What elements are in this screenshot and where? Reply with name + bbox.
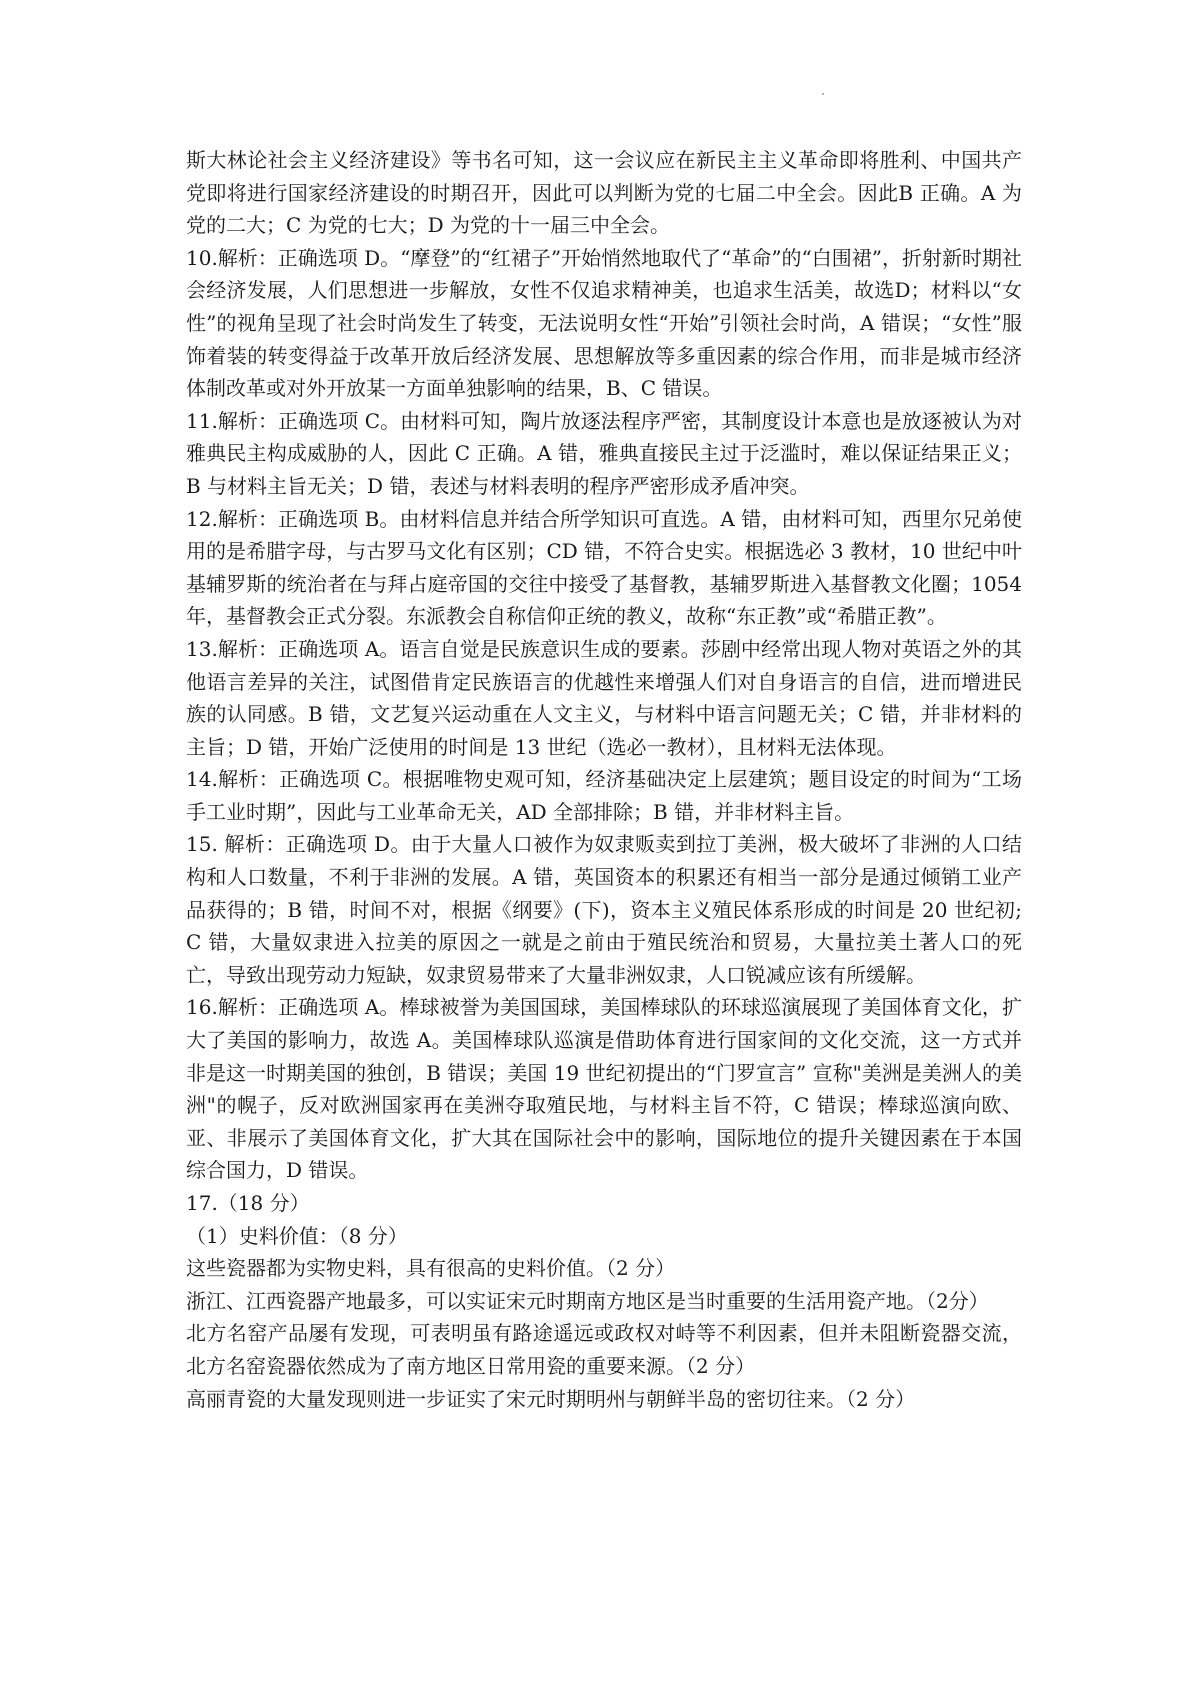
answer-paragraph-11: 11.解析：正确选项 C。由材料可知，陶片放逐法程序严密，其制度设计本意也是放逐被认为对雅典民主构成威胁的人，因此 C 正确。A 错，雅典直接民主过于泛滥时，难以保证结果正义；B 与材料主旨无关；D 错，表述与材料表明的程序严密形成矛盾冲突。: [186, 408, 1022, 498]
answer-text-body: [186, 144, 1022, 1415]
question-17-point-4: 高丽青瓷的大量发现则进一步证实了宋元时期明州与朝鲜半岛的密切往来。（2 分）: [186, 1386, 916, 1411]
answer-paragraph-9-continued: 斯大林论社会主义经济建设》等书名可知，这一会议应在新民主主义革命即将胜利、中国共产党即将进行国家经济建设的时期召开，因此可以判断为党的七届二中全会。因此B 正确。A 为党的二大；C 为党的七大；D 为党的十一届三中全会。: [186, 148, 1022, 238]
answer-paragraph-15: 15. 解析：正确选项 D。由于大量人口被作为奴隶贩卖到拉丁美洲，极大破坏了非洲的人口结构和人口数量，不利于非洲的发展。A 错，英国资本的积累还有相当一部分是通过倾销工业产品获得的；B 错，时间不对，根据《纲要》(下)，资本主义殖民体系形成的时间是 20 世纪初;C 错，大量奴隶进入拉美的原因之一就是之前由于殖民统治和贸易，大量拉美土著人口的死亡，导致出现劳动力短缺，奴隶贸易带来了大量非洲奴隶，人口锐减应该有所缓解。: [186, 832, 1022, 987]
question-17-point-2: 浙江、江西瓷器产地最多，可以实证宋元时期南方地区是当时重要的生活用瓷产地。（2分）: [186, 1288, 989, 1313]
question-17-heading: 17.（18 分）: [186, 1191, 310, 1215]
answer-paragraph-10: 10.解析：正确选项 D。“摩登”的“红裙子”开始悄然地取代了“革命”的“白围裙”，折射新时期社会经济发展，人们思想进一步解放，女性不仅追求精神美，也追求生活美，故选D；材料以“女性”的视角呈现了社会时尚发生了转变，无法说明女性“开始”引领社会时尚，A 错误；“女性”服饰着装的转变得益于改革开放后经济发展、思想解放等多重因素的综合作用，而非是城市经济体制改革或对外开放某一方面单独影响的结果，B、C 错误。: [186, 245, 1022, 401]
question-17-part-1-heading: （1）史料价值：（8 分）: [186, 1223, 408, 1248]
answer-paragraph-13: 13.解析：正确选项 A。语言自觉是民族意识生成的要素。莎剧中经常出现人物对英语之外的其他语言差异的关注，试图借肯定民族语言的优越性来增强人们对自身语言的自信，进而增进民族的认同感。B 错，文艺复兴运动重在人文主义，与材料中语言问题无关；C 错，并非材料的主旨；D 错，开始广泛使用的时间是 13 世纪（选必一教材），且材料无法体现。: [186, 636, 1022, 759]
scan-speck: [822, 93, 824, 95]
answer-paragraph-14: 14.解析：正确选项 C。根据唯物史观可知，经济基础决定上层建筑；题目设定的时间为“工场手工业时期”，因此与工业革命无关，AD 全部排除；B 错，并非材料主旨。: [186, 767, 1022, 824]
question-17-point-3: 北方名窑产品屡有发现，可表明虽有路途遥远或政权对峙等不利因素，但并未阻断瓷器交流，北方名窑瓷器依然成为了南方地区日常用瓷的重要来源。（2 分）: [186, 1321, 1022, 1378]
answer-paragraph-16: 16.解析：正确选项 A。棒球被誉为美国国球，美国棒球队的环球巡演展现了美国体育文化，扩大了美国的影响力，故选 A。美国棒球队巡演是借助体育进行国家间的文化交流，这一方式并非是这一时期美国的独创，B 错误；美国 19 世纪初提出的“门罗宣言” 宣称"美洲是美洲人的美洲"的幌子，反对欧洲国家再在美洲夺取殖民地，与材料主旨不符，C 错误；棒球巡演向欧、亚、非展示了美国体育文化，扩大其在国际社会中的影响，国际地位的提升关键因素在于本国综合国力，D 错误。: [186, 995, 1022, 1183]
question-17-point-1: 这些瓷器都为实物史料，具有很高的史料价值。（2 分）: [186, 1256, 676, 1281]
answer-paragraph-12: 12.解析：正确选项 B。由材料信息并结合所学知识可直选。A 错，由材料可知，西里尔兄弟使用的是希腊字母，与古罗马文化有区别；CD 错，不符合史实。根据选必 3 教材，10 世纪中叶基辅罗斯的统治者在与拜占庭帝国的交往中接受了基督教，基辅罗斯进入基督教文化圈；1054 年，基督教会正式分裂。东派教会自称信仰正统的教义，故称“东正教”或“希腊正教”。: [186, 506, 1022, 629]
